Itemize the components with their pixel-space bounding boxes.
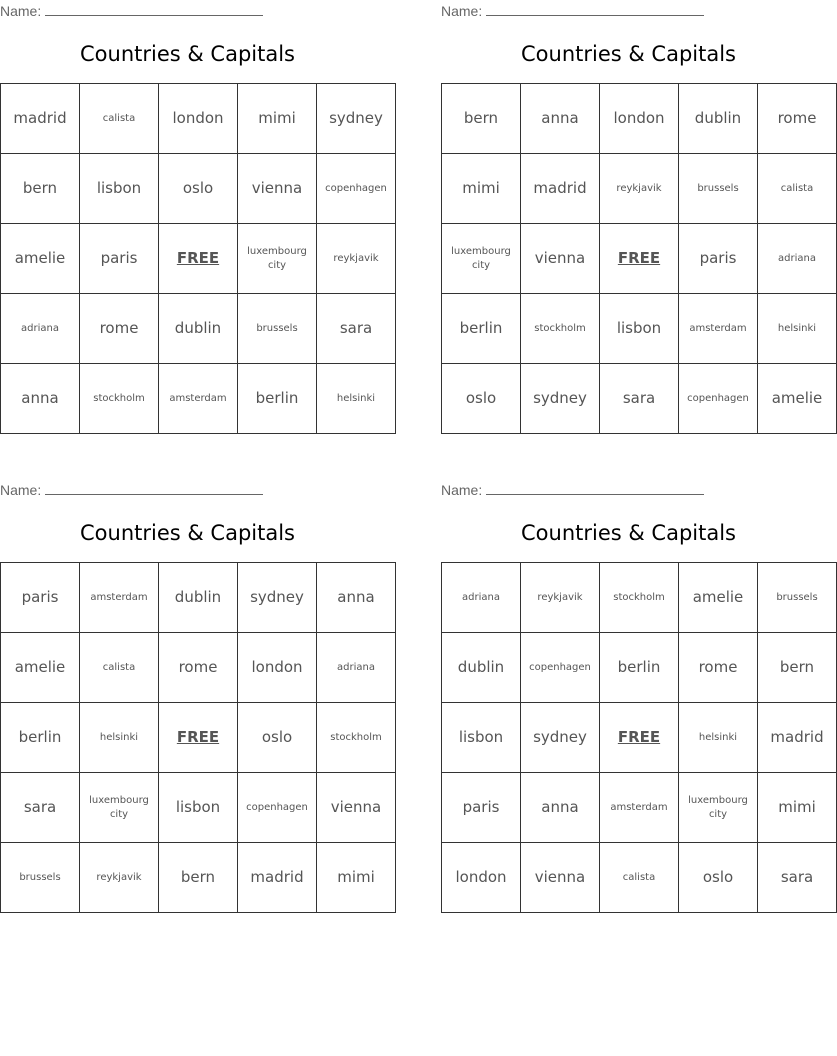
bingo-cell: vienna [521,843,600,913]
bingo-grid [441,83,837,434]
grid-row [442,364,837,434]
bingo-cell: oslo [442,364,521,434]
bingo-cell: oslo [679,843,758,913]
bingo-cell: berlin [238,364,317,434]
bingo-cell: copenhagen [317,154,396,224]
name-label: Name: [441,482,483,498]
bingo-cell: amsterdam [159,364,238,434]
bingo-cell: calista [600,843,679,913]
grid-row [442,563,837,633]
bingo-cell: calista [80,633,159,703]
bingo-cell: sara [600,364,679,434]
grid-row [1,154,396,224]
card-title: Countries & Capitals [521,521,736,545]
bingo-cell: amsterdam [600,773,679,843]
bingo-cell: paris [80,224,159,294]
name-label: Name: [441,3,483,19]
bingo-cell: helsinki [80,703,159,773]
bingo-cell: berlin [600,633,679,703]
bingo-cell: helsinki [317,364,396,434]
free-space: FREE [159,703,238,773]
name-blank [45,482,263,495]
bingo-cell: paris [1,563,80,633]
bingo-cell: madrid [758,703,837,773]
bingo-cell: anna [1,364,80,434]
bingo-cell: helsinki [758,294,837,364]
bingo-cell: sara [758,843,837,913]
bingo-cell: adriana [317,633,396,703]
bingo-cell: mimi [758,773,837,843]
bingo-cell: bern [758,633,837,703]
name-blank [45,3,263,16]
name-line [441,482,704,498]
bingo-cell: brussels [1,843,80,913]
grid-row [1,773,396,843]
bingo-cell: luxembourg city [80,773,159,843]
bingo-cell: bern [159,843,238,913]
bingo-cell: stockholm [317,703,396,773]
bingo-cell: berlin [1,703,80,773]
bingo-cell: rome [679,633,758,703]
bingo-cell: london [600,84,679,154]
name-blank [486,482,704,495]
bingo-cell: sydney [317,84,396,154]
card-title: Countries & Capitals [521,42,736,66]
bingo-cell: oslo [238,703,317,773]
bingo-cell: reykjavik [317,224,396,294]
bingo-cell: copenhagen [521,633,600,703]
bingo-cell: bern [1,154,80,224]
bingo-cell: sydney [521,703,600,773]
grid-row [442,84,837,154]
name-line [441,3,704,19]
grid-row [1,843,396,913]
grid-row [1,364,396,434]
bingo-cell: dublin [159,563,238,633]
bingo-cell: luxembourg city [238,224,317,294]
free-space: FREE [159,224,238,294]
bingo-cell: luxembourg city [442,224,521,294]
bingo-grid [0,562,396,913]
bingo-cell: lisbon [80,154,159,224]
grid-row [1,703,396,773]
bingo-cell: paris [442,773,521,843]
grid-row [1,294,396,364]
bingo-cell: berlin [442,294,521,364]
bingo-cell: sara [317,294,396,364]
free-space: FREE [600,703,679,773]
bingo-cell: amelie [1,224,80,294]
bingo-cell: madrid [1,84,80,154]
bingo-cell: copenhagen [679,364,758,434]
grid-row [1,224,396,294]
bingo-cell: mimi [442,154,521,224]
bingo-cell: calista [758,154,837,224]
bingo-cell: luxembourg city [679,773,758,843]
bingo-cell: mimi [317,843,396,913]
bingo-cell: madrid [238,843,317,913]
bingo-cell: copenhagen [238,773,317,843]
bingo-cell: dublin [159,294,238,364]
bingo-cell: bern [442,84,521,154]
grid-row [442,294,837,364]
name-blank [486,3,704,16]
bingo-cell: vienna [521,224,600,294]
bingo-cell: adriana [442,563,521,633]
grid-row [442,154,837,224]
bingo-cell: amelie [758,364,837,434]
name-label: Name: [0,3,42,19]
bingo-cell: dublin [679,84,758,154]
name-line [0,482,263,498]
bingo-cell: madrid [521,154,600,224]
bingo-cell: anna [521,84,600,154]
bingo-cell: adriana [1,294,80,364]
bingo-cell: vienna [238,154,317,224]
grid-row [442,703,837,773]
bingo-cell: reykjavik [600,154,679,224]
bingo-cell: sydney [521,364,600,434]
name-line [0,3,263,19]
bingo-cell: amelie [1,633,80,703]
grid-row [442,773,837,843]
grid-row [442,843,837,913]
bingo-cell: reykjavik [521,563,600,633]
free-space: FREE [600,224,679,294]
card-title: Countries & Capitals [80,521,295,545]
bingo-cell: stockholm [600,563,679,633]
bingo-cell: brussels [758,563,837,633]
bingo-cell: brussels [679,154,758,224]
grid-row [1,563,396,633]
name-label: Name: [0,482,42,498]
bingo-cell: lisbon [600,294,679,364]
bingo-cell: stockholm [80,364,159,434]
bingo-grid [441,562,837,913]
bingo-cell: vienna [317,773,396,843]
bingo-cell: adriana [758,224,837,294]
bingo-cell: rome [159,633,238,703]
bingo-cell: sydney [238,563,317,633]
bingo-cell: paris [679,224,758,294]
bingo-cell: stockholm [521,294,600,364]
bingo-cell: lisbon [442,703,521,773]
bingo-cell: amelie [679,563,758,633]
bingo-cell: dublin [442,633,521,703]
bingo-cell: amsterdam [80,563,159,633]
bingo-cell: rome [80,294,159,364]
bingo-cell: lisbon [159,773,238,843]
bingo-cell: sara [1,773,80,843]
bingo-cell: brussels [238,294,317,364]
bingo-cell: london [442,843,521,913]
grid-row [442,224,837,294]
bingo-cell: anna [317,563,396,633]
grid-row [1,633,396,703]
bingo-cell: amsterdam [679,294,758,364]
grid-row [1,84,396,154]
bingo-cell: rome [758,84,837,154]
bingo-cell: oslo [159,154,238,224]
bingo-cell: calista [80,84,159,154]
grid-row [442,633,837,703]
bingo-cell: helsinki [679,703,758,773]
bingo-grid [0,83,396,434]
bingo-cell: mimi [238,84,317,154]
bingo-cell: london [238,633,317,703]
bingo-cell: london [159,84,238,154]
card-title: Countries & Capitals [80,42,295,66]
bingo-cell: reykjavik [80,843,159,913]
bingo-cell: anna [521,773,600,843]
